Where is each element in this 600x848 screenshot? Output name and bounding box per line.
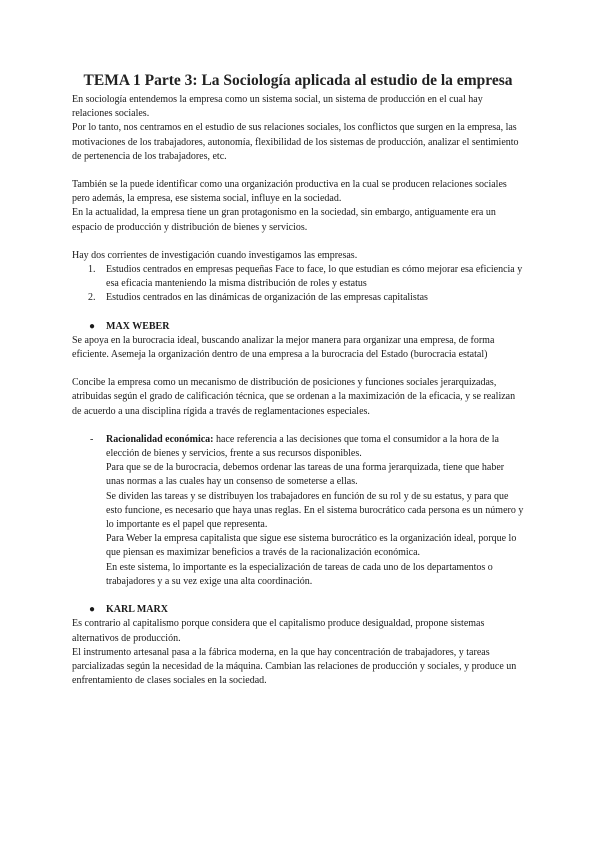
currents-intro: Hay dos corrientes de investigación cuando investigamos las empresas. bbox=[72, 249, 358, 261]
racionalidad-paragraph bbox=[106, 433, 524, 461]
currents-list bbox=[72, 263, 524, 306]
list-number: 2. bbox=[88, 292, 96, 304]
weber-heading-text: MAX WEBER bbox=[106, 320, 170, 332]
list-item-text: Estudios centrados en las dinámicas de organización de las empresas capitalistas bbox=[106, 292, 428, 304]
bullet-icon: ● bbox=[89, 604, 96, 616]
marx-paragraph-2: El instrumento artesanal pasa a la fábrica moderna, en la que hay concentración de trabajadores, y tareas parcializadas según la necesidad de la máquina. Cambian las relaciones de producción y sociales, y produce un enfrentamiento de clases sociales en la sociedad. bbox=[72, 646, 517, 687]
weber-dash-item bbox=[72, 433, 524, 589]
racionalidad-text: hace referencia a las decisiones que toma el consumidor a la hora de la elección de bienes y servicios, frente a sus recursos disponibles. bbox=[106, 433, 499, 460]
document-page bbox=[72, 72, 524, 688]
dash-marker: - bbox=[90, 433, 94, 445]
second-paragraph-1: También se la puede identificar como una organización productiva en la cual se producen relaciones sociales pero además, la empresa, ese sistema social, influye en la sociedad. bbox=[72, 179, 507, 205]
document-title: TEMA 1 Parte 3: La Sociología aplicada al estudio de la empresa bbox=[83, 72, 513, 89]
marx-paragraph-1: Es contrario al capitalismo porque considera que el capitalismo produce desigualdad, propone sistemas alternativos de producción. bbox=[72, 618, 485, 644]
bullet-icon: ● bbox=[89, 320, 96, 332]
weber-heading bbox=[72, 320, 524, 334]
weber-sub-paragraph-2: Se dividen las tareas y se distribuyen los trabajadores en función de su rol y de su estatus, y para que esto funcione, es necesario que haya unas reglas. En el sistema burocrático cada persona es un número y lo importante es el papel que representa. bbox=[106, 490, 524, 531]
list-number: 1. bbox=[88, 264, 96, 276]
list-item bbox=[72, 291, 524, 305]
racionalidad-term: Racionalidad económica: bbox=[106, 433, 214, 445]
weber-sub-paragraph-3: Para Weber la empresa capitalista que sigue ese sistema burocrático es la organización ideal, porque lo que piensan es maximizar beneficios a través de la racionalización económica. bbox=[106, 533, 517, 559]
weber-sub-paragraph-4: En este sistema, lo importante es la especialización de tareas de cada uno de los departamentos o trabajadores y a su vez exige una alta coordinación. bbox=[106, 561, 493, 587]
list-item bbox=[72, 263, 524, 291]
second-paragraph-2: En la actualidad, la empresa tiene un gran protagonismo en la sociedad, sin embargo, antiguamente era un espacio de producción y distribución de bienes y servicios. bbox=[72, 207, 496, 233]
weber-paragraph-2: Concibe la empresa como un mecanismo de distribución de posiciones y funciones sociales jerarquizadas, atribuidas según el grado de calificación técnica, que se ordenan a la maximización de la eficacia, y se realizan de acuerdo a una disciplina rígida a través de reglamentaciones especiales. bbox=[72, 377, 516, 417]
list-item-text: Estudios centrados en empresas pequeñas Face to face, lo que estudian es cómo mejorar esa eficiencia y esa eficacia manteniendo la misma distribución de roles y estatus bbox=[106, 264, 523, 290]
intro-paragraph-1: En sociología entendemos la empresa como un sistema social, un sistema de producción en el cual hay relaciones sociales. bbox=[72, 94, 483, 120]
marx-heading bbox=[72, 603, 524, 617]
intro-paragraph-2: Por lo tanto, nos centramos en el estudio de sus relaciones sociales, los conflictos que surgen en la empresa, las motivaciones de los trabajadores, autonomía, flexibilidad de los sistemas de producción, analizar el sentimiento de pertenencia de los trabajadores, etc. bbox=[72, 122, 519, 162]
weber-paragraph-1: Se apoya en la burocracia ideal, buscando analizar la mejor manera para organizar una empresa, de forma eficiente. Asemeja la organización dentro de una empresa a la burocracia del Estado (burocracia estatal) bbox=[72, 334, 495, 361]
marx-heading-text: KARL MARX bbox=[106, 604, 168, 616]
weber-sub-paragraph-1: Para que se de la burocracia, debemos ordenar las tareas de una forma jerarquizada, tiene que haber unas normas a las cuales hay un consenso de someterse a ellas. bbox=[106, 462, 505, 488]
